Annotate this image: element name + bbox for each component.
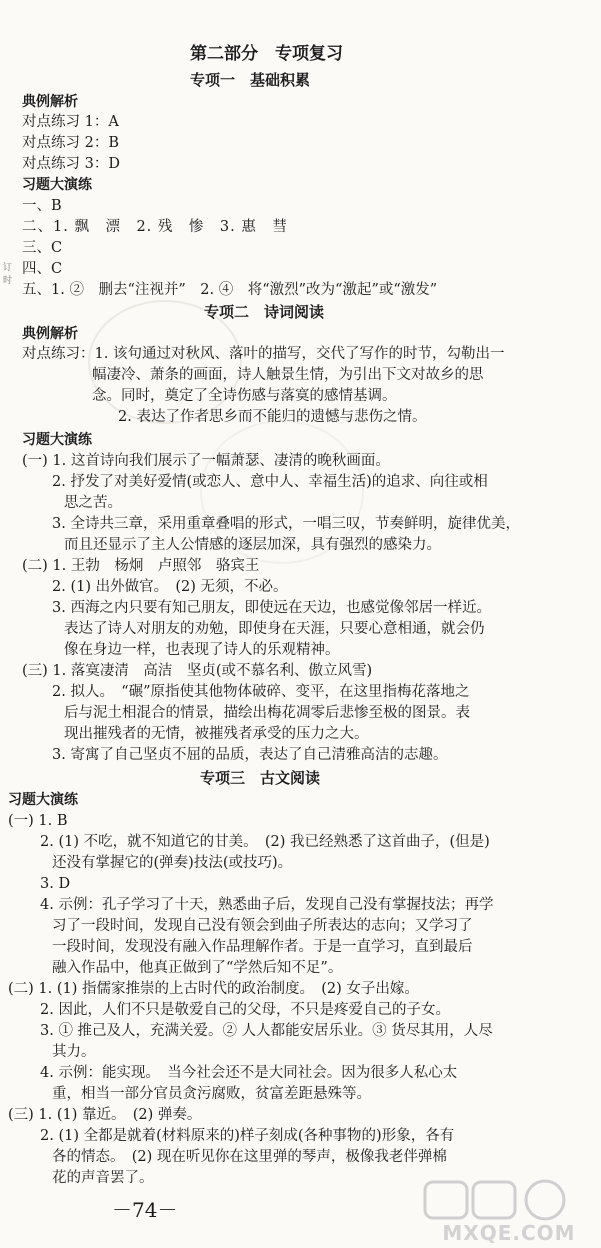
answer-line: 2. (1) 出外做官。 (2) 无须，不必。 [52,579,288,595]
answer-line: 念。同时，奠定了全诗伤感与落寞的感情基调。 [92,388,397,404]
answer-line: 3. 全诗共三章，采用重章叠唱的形式，一唱三叹，节奏鲜明，旋律优美， [52,516,520,532]
answer-line: 二、1. 飘 漂 2. 残 惨 3. 惠 彗 [22,219,288,235]
answer-line: (三) 1. 落寞凄清 高洁 坚贞(或不慕名利、傲立风雪) [22,663,373,679]
answer-line: 五、1. ② 删去“注视并” 2. ④ 将“激烈”改为“激起”或“激发” [22,282,438,298]
subsection-title: 习题大演练 [8,792,78,808]
section-heading: 专项三 古文阅读 [200,769,321,787]
answer-line: 思之苦。 [64,495,122,511]
watermark-logo [421,1178,597,1246]
section-heading: 专项一 基础积累 [190,71,311,89]
margin-mark: 订 [1,262,11,271]
answer-line: 而且还显示了主人公情感的逐层加深，具有强烈的感染力。 [64,537,441,553]
answer-line: 3. ① 推己及人，充满关爱。② 人人都能安居乐业。③ 货尽其用，人尽 [40,1023,493,1039]
page-number: －74－ [112,1198,178,1222]
answer-line: 三、C [22,240,63,256]
answer-line: (一) 1. B [8,813,68,829]
answer-line: 其力。 [52,1044,96,1060]
answer-line: 2. (1) 全都是就着(材料原来的)样子刻成(各种事物的)形象，各有 [40,1128,455,1144]
answer-line: 2. 拟人。 “碾”原指使其他物体破碎、变平，在这里指梅花落地之 [52,684,470,700]
answer-line: 现出摧残者的无情，被摧残者承受的压力之大。 [64,726,369,742]
answer-line: 2. 表达了作者思乡而不能归的遗憾与悲伤之情。 [118,409,427,425]
answer-line: 3. D [40,876,71,892]
answer-line: 四、C [22,261,63,277]
subsection-title: 典例解析 [22,326,78,342]
subsection-title: 典例解析 [22,94,78,110]
answer-line: 像在身边一样，也表现了诗人的乐观精神。 [64,642,340,658]
answer-line: 对点练习 1：A [22,114,119,130]
answer-line: (三) 1. (1) 靠近。 (2) 弹奏。 [8,1107,202,1123]
answer-line: 对点练习 2：B [22,135,119,151]
answer-line: 花的声音罢了。 [52,1170,154,1186]
answer-line: 2. (1) 不吃，就不知道它的甘美。 (2) 我已经熟悉了这首曲子，(但是) [40,834,490,850]
answer-line: 还没有掌握它的(弹奏)技法(或技巧)。 [52,855,293,871]
svg-text:MXQE.COM: MXQE.COM [442,1221,576,1245]
answer-line: 表达了诗人对朋友的劝勉，即使身在天涯，只要心意相通，就会仍 [64,621,485,637]
subsection-title: 习题大演练 [22,432,92,448]
answer-line: 后与泥土相混合的情景，描绘出梅花凋零后悲惨至极的图景。表 [64,705,470,721]
answer-line: 各的情态。 (2) 现在听见你在这里弹的琴声，极像我老伴弹棉 [52,1149,447,1165]
answer-line: (二) 1. 王勃 杨炯 卢照邻 骆宾王 [22,558,260,574]
answer-line: (一) 1. 这首诗向我们展示了一幅萧瑟、凄清的晚秋画面。 [22,453,390,469]
page-title: 第二部分 专项复习 [190,44,343,64]
margin-mark: 时 [1,275,11,284]
answer-line: 对点练习：1. 该句通过对秋风、落叶的描写，交代了写作的时节，勾勒出一 [22,346,505,362]
answer-line: 2. 因此，人们不只是敬爱自己的父母，不只是疼爱自己的子女。 [40,1002,450,1018]
answer-line: 一、B [22,198,62,214]
answer-line: 4. 示例：能实现。 当今社会还不是大同社会。因为很多人私心太 [40,1065,458,1081]
answer-line: 3. 西海之内只要有知己朋友，即使远在天边，也感觉像邻居一样近。 [52,600,491,616]
answer-line: 对点练习 3：D [22,156,120,172]
subsection-title: 习题大演练 [22,177,92,193]
answer-line: 2. 抒发了对美好爱情(或恋人、意中人、幸福生活)的追求、向往或相 [52,474,488,490]
answer-line: (二) 1. (1) 指儒家推崇的上古时代的政治制度。 (2) 女子出嫁。 [8,981,419,997]
answer-line: 习了一段时间，发现自己没有领会到曲子所表达的志向；又学习了 [52,918,473,934]
section-heading: 专项二 诗词阅读 [204,303,325,321]
answer-line: 融入作品中，他真正做到了“学然后知不足”。 [52,960,343,976]
answer-line: 一段时间，发现没有融入作品理解作者。于是一直学习，直到最后 [52,939,473,955]
answer-line: 3. 寄寓了自己坚贞不屈的品质，表达了自己清雅高洁的志趣。 [52,747,448,763]
answer-line: 4. 示例：孔子学习了十天，熟悉曲子后，发现自己没有掌握技法；再学 [40,897,494,913]
answer-line: 重，相当一部分官员贪污腐败，贫富差距悬殊等。 [52,1086,371,1102]
answer-line: 幅凄冷、萧条的画面，诗人触景生情，为引出下文对故乡的思 [92,367,484,383]
